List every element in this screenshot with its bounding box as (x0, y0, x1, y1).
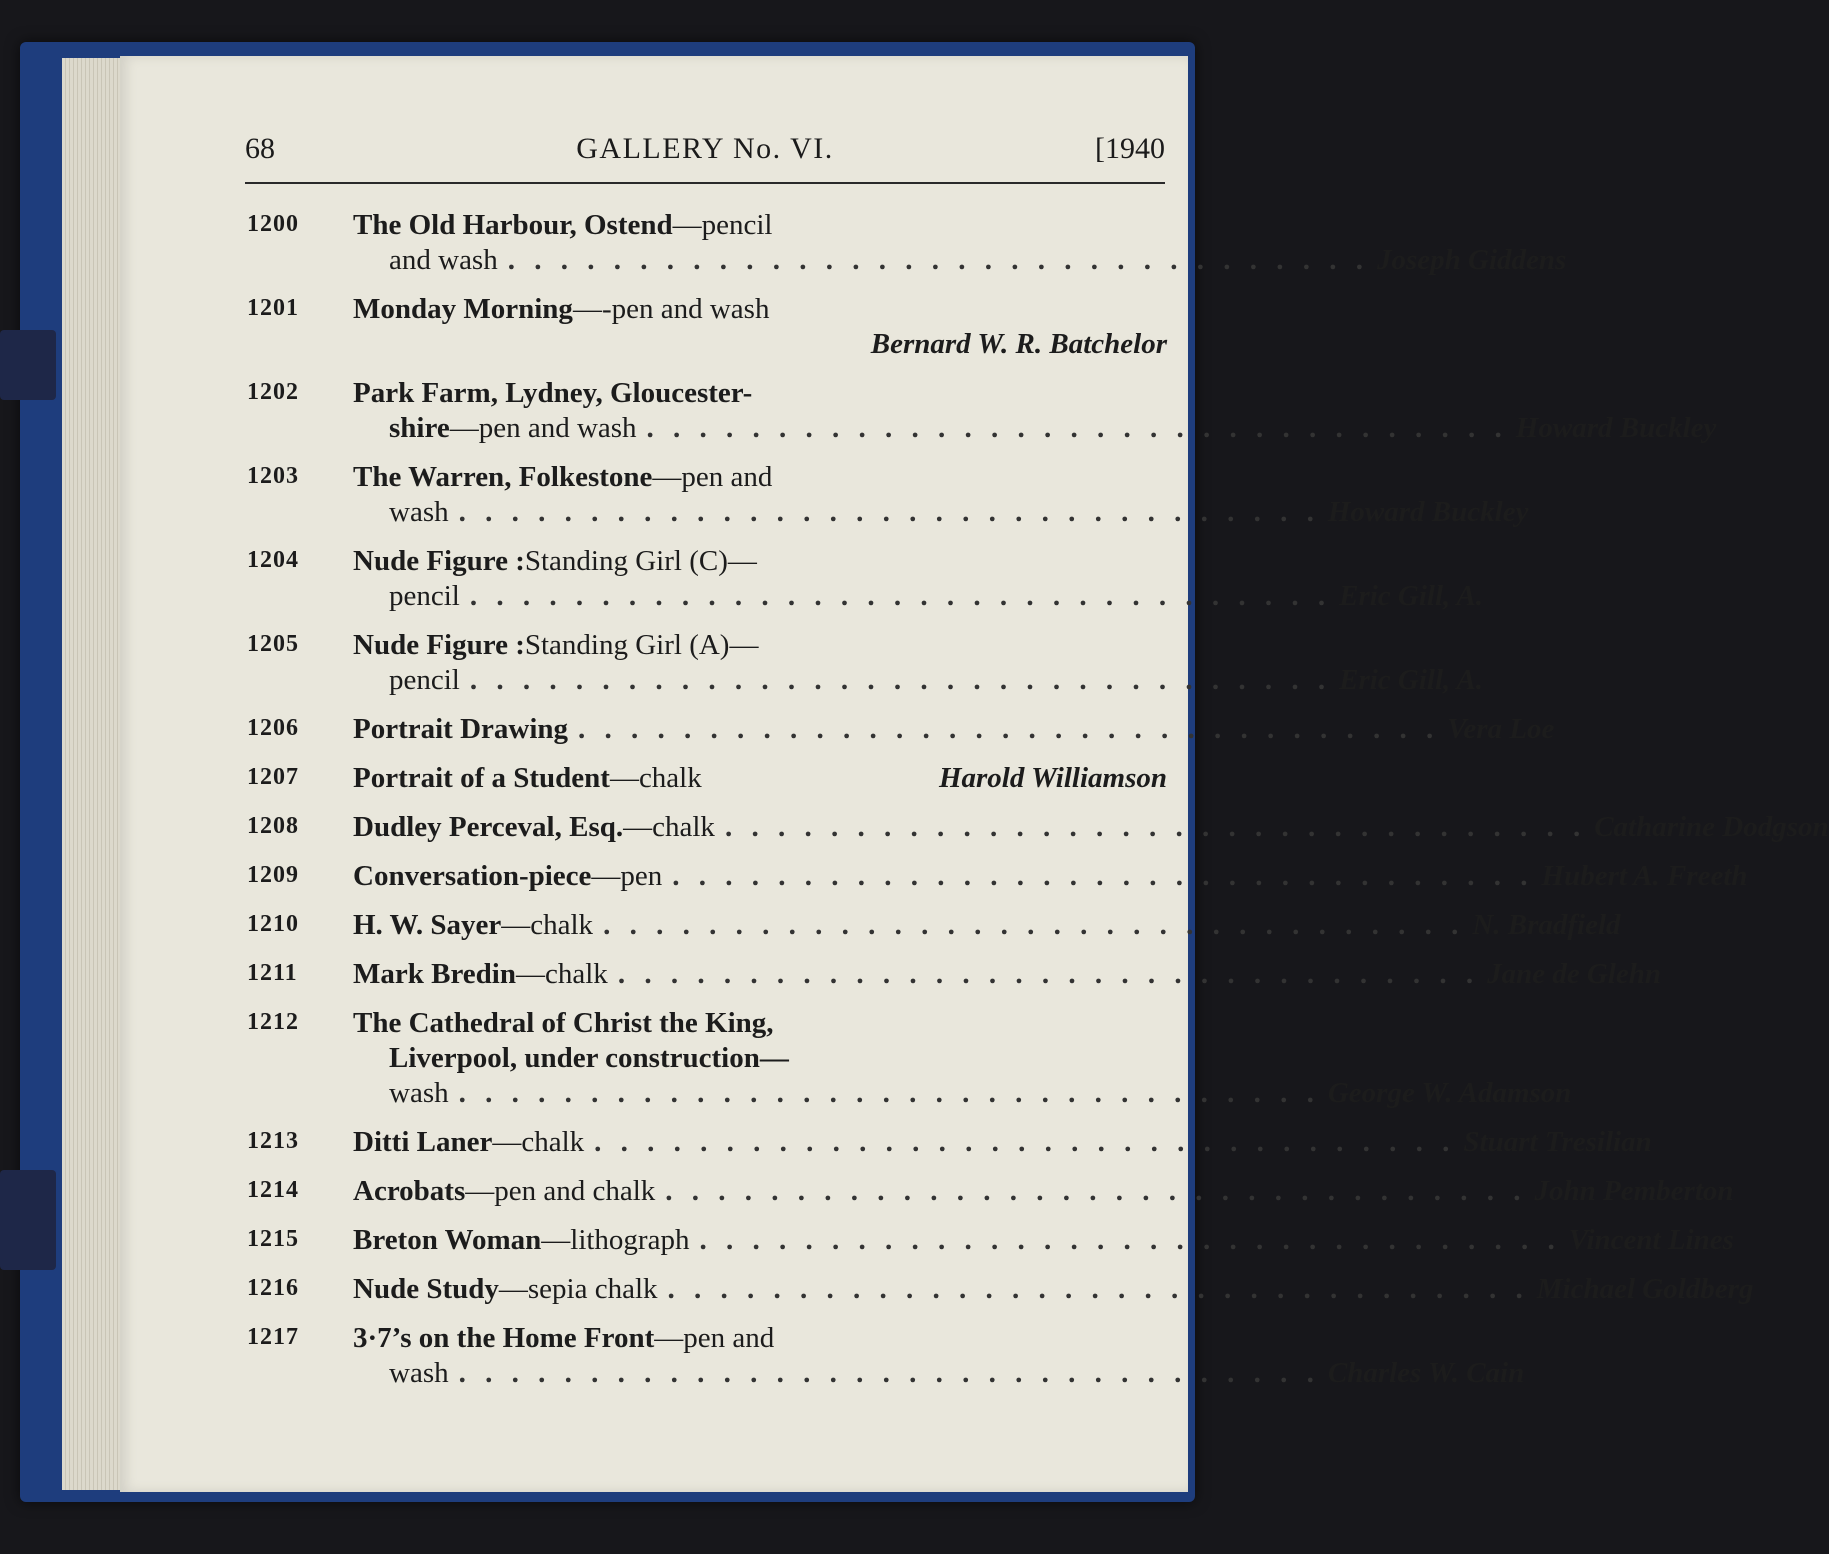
dot-leader: . . . . . . . . . . . . . . . . . . . . . . . . . . . . . . . . . (578, 713, 1440, 745)
entry-title: Breton Woman (353, 1224, 542, 1256)
entry-number: 1216 (247, 1275, 299, 1301)
dot-leader: . . . . . . . . . . . . . . . . . . . . . . . . . . . . . . . . . (667, 1273, 1529, 1305)
entry-title: Portrait Drawing (353, 713, 569, 745)
dot-leader: . . . . . . . . . . . . . . . . . . . . . . . . . . . . . . . . . (458, 496, 1320, 528)
entry-artist: Bernard W. R. Batchelor (870, 328, 1167, 360)
entry-medium: —chalk (516, 958, 608, 990)
entry-number: 1214 (247, 1177, 299, 1203)
entry-medium-continued: wash (389, 496, 449, 528)
entry-title: Conversation-piece (353, 860, 592, 892)
dot-leader: . . . . . . . . . . . . . . . . . . . . . . . . . . . . . . . . . (724, 811, 1587, 843)
entry-number: 1211 (247, 960, 298, 986)
catalogue-entry (245, 908, 1621, 943)
catalogue-entry (245, 1272, 1754, 1307)
entry-title: The Cathedral of Christ the King, (353, 1007, 774, 1039)
entry-medium: —pen and (654, 1322, 775, 1354)
entry-title: H. W. Sayer (353, 909, 502, 941)
entry-title: Mark Bredin (353, 958, 516, 990)
entry-title: Park Farm, Lydney, Gloucester- (353, 377, 753, 409)
entry-medium: —pen and wash (449, 412, 637, 444)
entry-title-continued: Liverpool, under construction— (389, 1042, 789, 1074)
dot-leader: . . . . . . . . . . . . . . . . . . . . . . . . . . . . . . . . . (603, 909, 1465, 941)
entry-number: 1202 (247, 379, 299, 405)
page-number: 68 (245, 132, 275, 165)
dot-leader: . . . . . . . . . . . . . . . . . . . . . . . . . . . . . . . . . (672, 860, 1534, 892)
catalogue-entry (245, 376, 1717, 446)
entry-medium: —pen and chalk (465, 1175, 656, 1207)
entry-title: Nude Study (353, 1273, 499, 1305)
entry-medium: —pen and (652, 461, 773, 493)
dot-leader: . . . . . . . . . . . . . . . . . . . . . . . . . . . . . . . . . (469, 664, 1332, 696)
entry-number: 1213 (247, 1128, 299, 1154)
entry-artist: Vincent Lines (1568, 1224, 1734, 1256)
header-rule (245, 182, 1165, 184)
entry-number: 1208 (247, 813, 299, 839)
dot-leader: . . . . . . . . . . . . . . . . . . . . . . . . . . . . . . . . . (458, 1077, 1320, 1109)
page-tab-lower (0, 1170, 56, 1270)
catalogue-entry (245, 1321, 1525, 1391)
entry-medium: —-pen and wash (572, 293, 770, 325)
catalogue-entry (245, 460, 1529, 530)
entry-number: 1210 (247, 911, 299, 937)
entry-title: Acrobats (353, 1175, 466, 1207)
entry-title: Portrait of a Student (353, 762, 610, 794)
entry-medium: —pencil (672, 209, 773, 241)
entry-artist: Vera Loe (1447, 713, 1555, 745)
catalogue-entry (245, 544, 1484, 614)
catalogue-entry (245, 1125, 1652, 1160)
entry-title: Ditti Laner (353, 1126, 493, 1158)
entry-medium-continued: wash (389, 1357, 449, 1389)
year-label: [1940 (1095, 132, 1165, 165)
entry-medium: —pen (591, 860, 663, 892)
entry-title: Nude Figure : (353, 545, 525, 577)
dot-leader: . . . . . . . . . . . . . . . . . . . . . . . . . . . . . . . . . (594, 1126, 1456, 1158)
catalogue-entry (245, 761, 1167, 796)
entry-artist: Howard Buckley (1515, 412, 1717, 444)
entry-medium: —sepia chalk (498, 1273, 658, 1305)
entry-number: 1207 (247, 764, 299, 790)
catalogue-entry (245, 208, 1567, 278)
entry-artist: N. Bradfield (1472, 909, 1621, 941)
catalogue-entry (245, 1223, 1734, 1258)
entry-artist: Howard Buckley (1327, 496, 1529, 528)
entry-medium: —chalk (623, 811, 715, 843)
entry-medium: —chalk (501, 909, 594, 941)
page-header (245, 132, 1165, 176)
entry-number: 1217 (247, 1324, 299, 1350)
entry-number: 1201 (247, 295, 299, 321)
entry-number: 1200 (247, 211, 299, 237)
entry-title: The Warren, Folkestone (353, 461, 653, 493)
catalogue-entry (245, 810, 1829, 845)
catalogue-entry (245, 712, 1555, 747)
entry-title: Monday Morning (353, 293, 573, 325)
dot-leader: . . . . . . . . . . . . . . . . . . . . . . . . . . . . . . . . . (699, 1224, 1561, 1256)
catalogue-list (245, 208, 1829, 1391)
entry-number: 1204 (247, 547, 299, 573)
dot-leader: . . . . . . . . . . . . . . . . . . . . . . . . . . . . . . . . . (665, 1175, 1527, 1207)
catalogue-entry (245, 292, 1167, 362)
entry-medium: —chalk (492, 1126, 585, 1158)
entry-artist: Hubert A. Freeth (1541, 860, 1748, 892)
dot-leader: . . . . . . . . . . . . . . . . . . . . . . . . . . . . . . . . . (617, 958, 1480, 990)
catalogue-entry (245, 859, 1748, 894)
entry-medium: Standing Girl (C)— (524, 545, 757, 577)
entry-artist: John Pemberton (1534, 1175, 1734, 1207)
dot-leader: . . . . . . . . . . . . . . . . . . . . . . . . . . . . . . . . . (507, 244, 1369, 276)
catalogue-entry (245, 628, 1484, 698)
entry-number: 1205 (247, 631, 299, 657)
entry-medium-continued: pencil (389, 664, 460, 696)
entry-artist: Michael Goldberg (1536, 1273, 1754, 1305)
entry-title: Dudley Perceval, Esq. (353, 811, 624, 843)
entry-artist: Joseph Giddens (1376, 244, 1567, 276)
dot-leader: . . . . . . . . . . . . . . . . . . . . . . . . . . . . . . . . . (469, 580, 1332, 612)
catalogue-entry (245, 1174, 1734, 1209)
entry-medium-continued: pencil (389, 580, 460, 612)
entry-artist: Catharine Dodgson (1594, 811, 1829, 843)
page-edges (62, 58, 120, 1490)
catalogue-entry (245, 1006, 1572, 1111)
entry-number: 1206 (247, 715, 299, 741)
entry-medium: —lithograph (541, 1224, 690, 1256)
entry-artist: Jane de Glehn (1487, 958, 1662, 990)
entry-number: 1209 (247, 862, 299, 888)
entry-title: 3·7’s on the Home Front (353, 1322, 655, 1354)
entry-artist: Stuart Tresilian (1463, 1126, 1652, 1158)
entry-artist: Harold Williamson (938, 762, 1167, 794)
entry-artist: Eric Gill, A. (1339, 664, 1484, 696)
entry-title-continued: shire (389, 412, 450, 444)
entry-medium: Standing Girl (A)— (524, 629, 759, 661)
page-tab-upper (0, 330, 56, 400)
entry-artist: Eric Gill, A. (1339, 580, 1484, 612)
entry-title: Nude Figure : (353, 629, 525, 661)
entry-medium-continued: and wash (389, 244, 498, 276)
entry-artist: George W. Adamson (1327, 1077, 1572, 1109)
entry-artist: Charles W. Cain (1327, 1357, 1525, 1389)
entry-medium-continued: wash (389, 1077, 449, 1109)
dot-leader: . . . . . . . . . . . . . . . . . . . . . . . . . . . . . . . . . (458, 1357, 1320, 1389)
entry-medium: —chalk (609, 762, 702, 794)
entry-number: 1203 (247, 463, 299, 489)
running-title: GALLERY No. VI. (576, 132, 834, 165)
entry-number: 1212 (247, 1009, 299, 1035)
catalogue-entry (245, 957, 1662, 992)
entry-title: The Old Harbour, Ostend (353, 209, 673, 241)
entry-number: 1215 (247, 1226, 299, 1252)
dot-leader: . . . . . . . . . . . . . . . . . . . . . . . . . . . . . . . . . (646, 412, 1508, 444)
